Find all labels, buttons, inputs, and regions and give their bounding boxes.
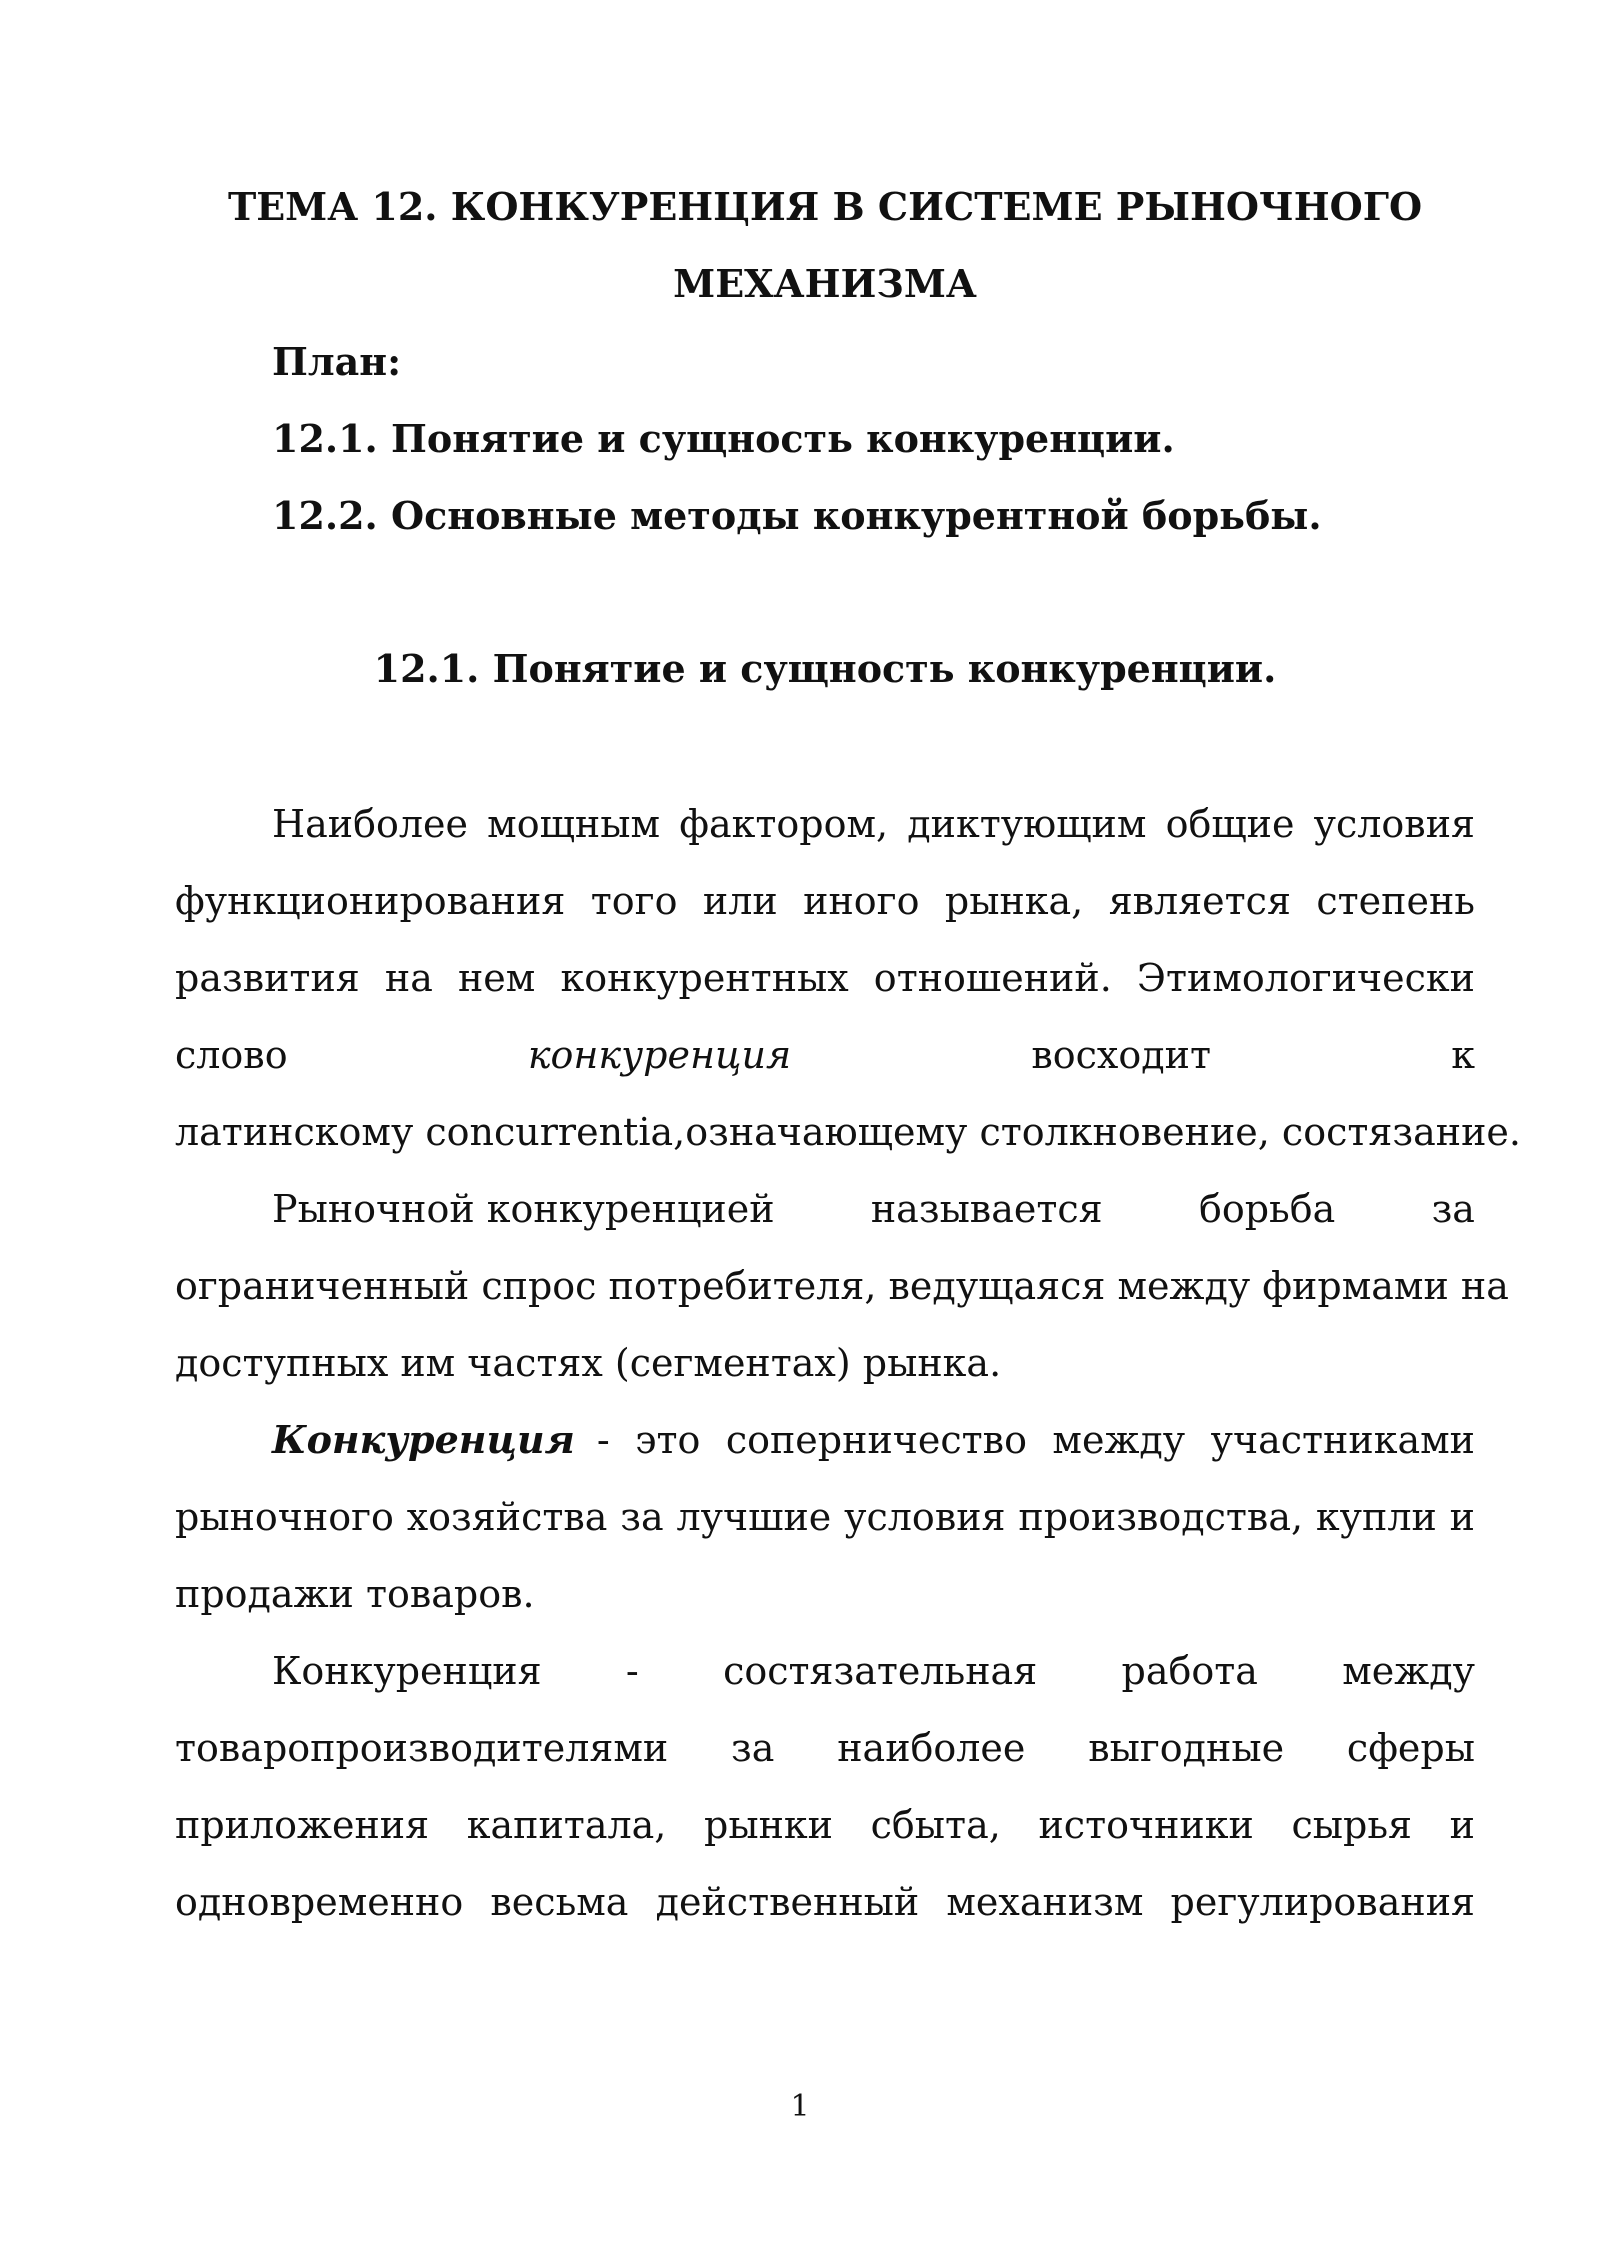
- paragraph-line: одновременно весьма действенный механизм регулирования: [175, 1880, 1475, 1924]
- paragraph-line: продажи товаров.: [175, 1572, 535, 1616]
- word: к: [1451, 1033, 1475, 1077]
- word: за: [1431, 1187, 1475, 1231]
- italic-term: конкуренция: [527, 1033, 792, 1077]
- paragraph-line: приложения капитала, рынки сбыта, источники сырья и: [175, 1803, 1475, 1847]
- paragraph-line: латинскому concurrentia,означающему столкновение, состязание.: [175, 1110, 1521, 1154]
- plan-item: 12.2. Основные методы конкурентной борьбы.: [272, 493, 1322, 538]
- document-title-line2: МЕХАНИЗМА: [673, 261, 977, 306]
- paragraph-line: доступных им частях (сегментах) рынка.: [175, 1341, 1002, 1385]
- paragraph-line: ограниченный спрос потребителя, ведущаяся между фирмами на: [175, 1264, 1509, 1308]
- paragraph-line: товаропроизводителями за наиболее выгодные сферы: [175, 1726, 1475, 1770]
- word: называется: [870, 1187, 1103, 1231]
- paragraph-line: [175, 1033, 1475, 1077]
- paragraph-line: Наиболее мощным фактором, диктующим общие условия: [272, 802, 1475, 846]
- paragraph-line: [175, 1417, 1475, 1462]
- paragraph-line: развития на нем конкурентных отношений. Этимологически: [175, 956, 1475, 1000]
- document-title-line1: ТЕМА 12. КОНКУРЕНЦИЯ В СИСТЕМЕ РЫНОЧНОГО: [227, 184, 1423, 229]
- paragraph-line-rest: - это соперничество между участниками: [596, 1418, 1475, 1462]
- bold-italic-term: Конкуренция: [272, 1417, 575, 1462]
- paragraph-line: [175, 1187, 1475, 1231]
- word: Рыночной конкуренцией: [272, 1187, 775, 1231]
- word: борьба: [1198, 1187, 1336, 1231]
- word: слово: [175, 1033, 288, 1077]
- plan-item: 12.1. Понятие и сущность конкуренции.: [272, 416, 1175, 461]
- word: восходит: [1031, 1033, 1211, 1077]
- page-number: 1: [790, 2089, 810, 2124]
- paragraph-line: функционирования того или иного рынка, является степень: [175, 879, 1475, 923]
- paragraph-line: рыночного хозяйства за лучшие условия производства, купли и: [175, 1495, 1475, 1539]
- section-heading: 12.1. Понятие и сущность конкуренции.: [373, 646, 1277, 691]
- plan-label: План:: [272, 339, 402, 384]
- paragraph-line: Конкуренция - состязательная работа между: [272, 1649, 1475, 1693]
